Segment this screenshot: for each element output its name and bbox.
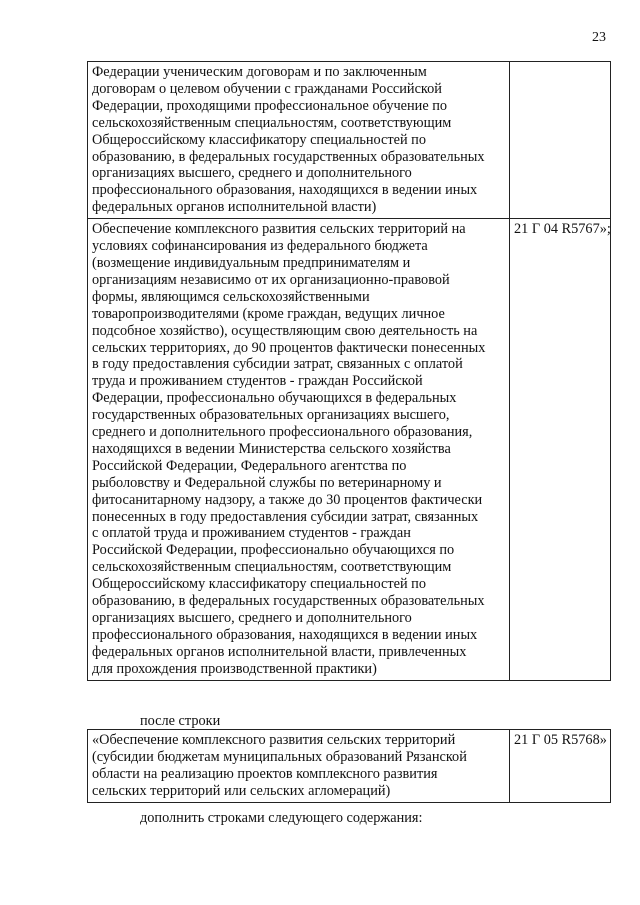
text-line: с оплатой труда и проживанием студентов - граждан bbox=[92, 525, 411, 542]
text-line: федеральных органов исполнительной власти, привлеченных bbox=[92, 643, 467, 660]
table-row bbox=[88, 62, 611, 219]
text-line: «Обеспечение комплексного развития сельских территорий bbox=[92, 732, 456, 748]
after-row-label: после строки bbox=[140, 713, 221, 729]
text-line: рыболовству и Федеральной службы по ветеринарному и bbox=[92, 474, 442, 491]
table-row bbox=[88, 730, 611, 803]
text-line: государственных образовательных организациях высшего, bbox=[92, 407, 450, 424]
text-line: фитосанитарному надзору, а также до 30 процентов фактически bbox=[92, 491, 483, 508]
text-line: условиях софинансирования из федерального бюджета bbox=[92, 238, 428, 255]
text-line: формы, являющимся сельскохозяйственными bbox=[92, 288, 370, 305]
budget-code-cell: 21 Г 04 R5767»; bbox=[510, 219, 611, 680]
text-line: понесенных в году предоставления субсидии затрат, связанных bbox=[92, 508, 479, 525]
text-line: Федерации ученическим договорам и по заключенным bbox=[92, 64, 427, 80]
budget-table bbox=[87, 61, 611, 681]
text-line: сельскохозяйственным специальностям, соответствующим bbox=[92, 559, 452, 576]
text-line: Российской Федерации, Федерального агентства по bbox=[92, 457, 407, 474]
text-line: профессионального образования, находящихся в ведении иных bbox=[92, 626, 478, 643]
text-line: Российской Федерации, профессионально обучающихся по bbox=[92, 542, 455, 559]
text-line: организациям независимо от их организационно-правовой bbox=[92, 271, 450, 288]
text-line: среднего и дополнительного профессионального образования, bbox=[92, 424, 473, 441]
row-description bbox=[88, 62, 510, 219]
text-line: профессионального образования, находящихся в ведении иных bbox=[92, 182, 478, 199]
text-line: договорам о целевом обучении с гражданами Российской bbox=[92, 80, 442, 97]
text-line: (субсидии бюджетам муниципальных образований Рязанской bbox=[92, 748, 467, 765]
text-line: для прохождения производственной практики) bbox=[92, 660, 377, 677]
budget-code-cell bbox=[510, 62, 611, 219]
text-line: образованию, в федеральных государственных образовательных bbox=[92, 148, 485, 165]
text-line: Общероссийскому классификатору специальностей по bbox=[92, 131, 426, 148]
text-line: сельских территориях, до 90 процентов фактически понесенных bbox=[92, 339, 486, 356]
text-line: находящихся в ведении Министерства сельского хозяйства bbox=[92, 440, 451, 457]
text-line: товаропроизводителями (кроме граждан, ведущих личное bbox=[92, 305, 445, 322]
text-line: подсобное хозяйство), осуществляющим свою деятельность на bbox=[92, 322, 478, 339]
text-line: области на реализацию проектов комплексного развития bbox=[92, 765, 438, 782]
text-line: труда и проживанием студентов - граждан Российской bbox=[92, 373, 423, 390]
row-description bbox=[88, 730, 510, 803]
supplement-label: дополнить строками следующего содержания: bbox=[140, 810, 423, 826]
text-line: Федерации, профессионально обучающихся в федеральных bbox=[92, 390, 457, 407]
text-line: сельских территорий или сельских агломераций) bbox=[92, 782, 391, 799]
table-row bbox=[88, 219, 611, 680]
text-line: сельскохозяйственным специальностям, соответствующим bbox=[92, 114, 452, 131]
text-line: в году предоставления субсидии затрат, связанных с оплатой bbox=[92, 356, 463, 373]
page-number: 23 bbox=[592, 30, 606, 45]
text-line: Общероссийскому классификатору специальностей по bbox=[92, 576, 426, 593]
text-line: (возмещение индивидуальным предпринимателям и bbox=[92, 254, 411, 271]
text-line: федеральных органов исполнительной власти) bbox=[92, 199, 377, 216]
text-line: образованию, в федеральных государственных образовательных bbox=[92, 593, 485, 610]
text-line: Обеспечение комплексного развития сельских территорий на bbox=[92, 221, 466, 238]
text-line: организациях высшего, среднего и дополнительного bbox=[92, 610, 412, 626]
text-line: Федерации, проходящими профессиональное обучение по bbox=[92, 97, 448, 114]
reference-row-table bbox=[87, 729, 611, 803]
row-description bbox=[88, 219, 510, 680]
text-line: организациях высшего, среднего и дополнительного bbox=[92, 165, 412, 182]
budget-code-cell: 21 Г 05 R5768» bbox=[510, 730, 611, 803]
